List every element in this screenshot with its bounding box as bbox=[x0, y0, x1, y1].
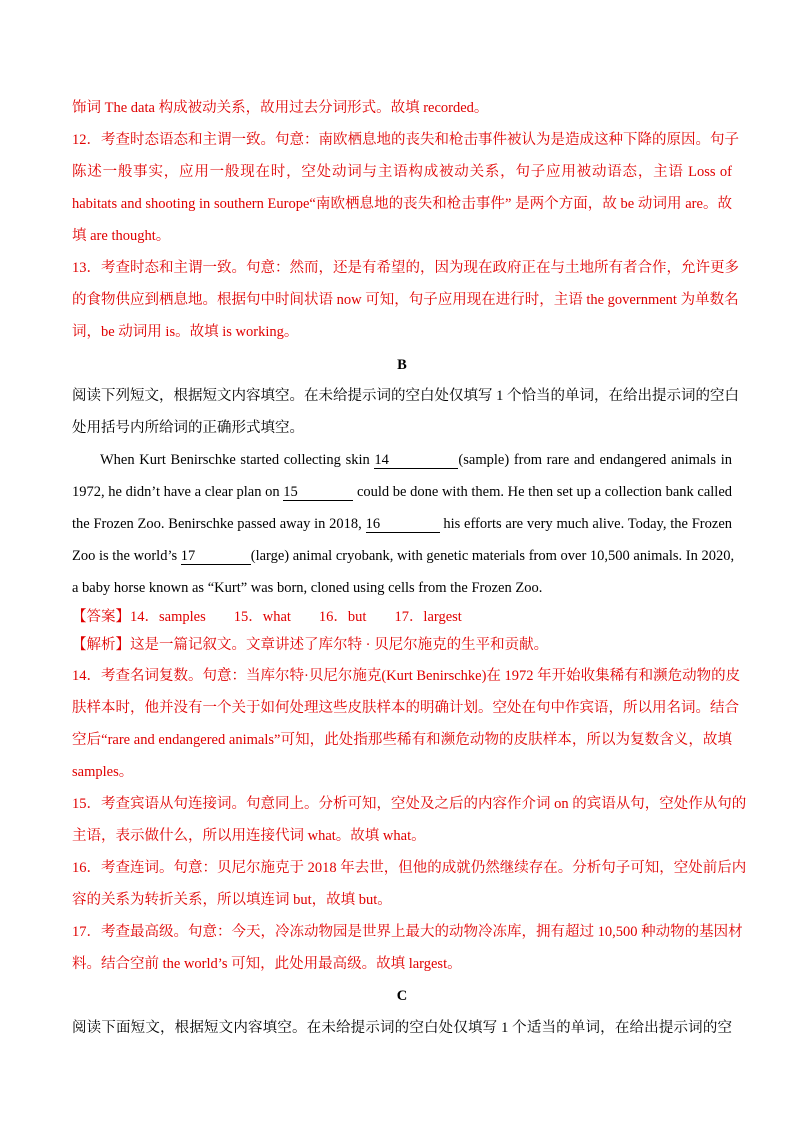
passage-text: (sample) from rare and endangered animals in bbox=[458, 452, 732, 468]
passage-text: 1972, he didn’t have a clear plan on bbox=[72, 484, 280, 500]
answer-item: 14．samples bbox=[130, 609, 206, 625]
passage-line: a baby horse known as “Kurt” was born, cloned using cells from the Frozen Zoo. bbox=[72, 580, 543, 596]
explanation-line: samples。 bbox=[72, 764, 134, 780]
explanation-line: 16．考查连词。句意：贝尼尔施克于 2018 年去世，但他的成就仍然继续存在。分析句子可知，空处前后内 bbox=[72, 860, 747, 876]
passage-line bbox=[100, 450, 732, 470]
explanation-line: 12．考查时态语态和主谓一致。句意：南欧栖息地的丧失和枪击事件被认为是造成这种下降的原因。句子 bbox=[72, 132, 739, 148]
answer-item: 16．but bbox=[318, 609, 367, 625]
blank-16: 16 bbox=[366, 516, 440, 533]
explanation-line: 料。结合空前 the world’s 可知，此处用最高级。故填 largest。 bbox=[72, 956, 462, 972]
passage-text: the Frozen Zoo. Benirschke passed away in 2018, bbox=[72, 516, 362, 532]
explanation-line: 的食物供应到栖息地。根据句中时间状语 now 可知，句子应用现在进行时，主语 the government 为单数名 bbox=[72, 292, 739, 308]
passage-text: could be done with them. He then set up a collection bank called bbox=[356, 484, 733, 500]
answer-label: 【答案】 bbox=[72, 609, 130, 625]
explanation-line: 肤样本时，他并没有一个关于如何处理这些皮肤样本的明确计划。空处在句中作宾语，所以用名词。结合 bbox=[72, 700, 739, 716]
section-heading-b: B bbox=[397, 357, 407, 373]
blank-15: 15 bbox=[283, 484, 353, 501]
explanation-line: 饰词 The data 构成被动关系，故用过去分词形式。故填 recorded。 bbox=[72, 100, 489, 116]
explanation-line: 陈述一般事实，应用一般现在时，空处动词与主语构成被动关系，句子应用被动语态，主语 Loss of bbox=[72, 164, 732, 180]
passage-line bbox=[72, 514, 732, 534]
answer-item: 15．what bbox=[233, 609, 291, 625]
explanation-line: 填 are thought。 bbox=[72, 228, 171, 244]
explanation-line: 词，be 动词用 is。故填 is working。 bbox=[72, 324, 299, 340]
explanation-line: 14．考查名词复数。句意：当库尔特·贝尼尔施克(Kurt Benirschke)在 1972 年开始收集稀有和濒危动物的皮 bbox=[72, 668, 741, 684]
explanation-line: 13．考查时态和主谓一致。句意：然而，还是有希望的，因为现在政府正在与土地所有者合作，允许更多 bbox=[72, 260, 739, 276]
answer-item: 17．largest bbox=[394, 609, 462, 625]
analysis-line: 【解析】这是一篇记叙文。文章讲述了库尔特 · 贝尼尔施克的生平和贡献。 bbox=[72, 637, 549, 653]
passage-line bbox=[72, 482, 732, 502]
passage-text: his efforts are very much alive. Today, the Frozen bbox=[443, 516, 733, 532]
answer-line bbox=[72, 607, 462, 627]
explanation-line: 17．考查最高级。句意：今天，冷冻动物园是世界上最大的动物冷冻库，拥有超过 10,500 种动物的基因材 bbox=[72, 924, 743, 940]
passage-text: (large) animal cryobank, with genetic materials from over 10,500 animals. In 2020, bbox=[250, 548, 735, 564]
instruction-line: 阅读下面短文，根据短文内容填空。在未给提示词的空白处仅填写 1 个适当的单词，在给出提示词的空 bbox=[72, 1020, 732, 1036]
explanation-line: 15．考查宾语从句连接词。句意同上。分析可知，空处及之后的内容作介词 on 的宾语从句，空处作从句的 bbox=[72, 796, 747, 812]
section-heading-c: C bbox=[396, 988, 408, 1004]
blank-17: 17 bbox=[181, 548, 251, 565]
explanation-line: habitats and shooting in southern Europe“南欧栖息地的丧失和枪击事件” 是两个方面，故 be 动词用 are。故 bbox=[72, 196, 732, 212]
blank-14: 14 bbox=[374, 452, 458, 469]
instruction-line: 阅读下列短文，根据短文内容填空。在未给提示词的空白处仅填写 1 个恰当的单词，在给出提示词的空白 bbox=[72, 388, 739, 404]
passage-line bbox=[72, 546, 735, 566]
explanation-line: 容的关系为转折关系，所以填连词 but，故填 but。 bbox=[72, 892, 392, 908]
explanation-line: 主语，表示做什么，所以用连接代词 what。故填 what。 bbox=[72, 828, 426, 844]
passage-text: When Kurt Benirschke started collecting skin bbox=[100, 452, 370, 468]
explanation-line: 空后“rare and endangered animals”可知，此处指那些稀有和濒危动物的皮肤样本，所以为复数含义，故填 bbox=[72, 732, 732, 748]
instruction-line: 处用括号内所给词的正确形式填空。 bbox=[72, 420, 304, 436]
passage-text: Zoo is the world’s bbox=[72, 548, 178, 564]
